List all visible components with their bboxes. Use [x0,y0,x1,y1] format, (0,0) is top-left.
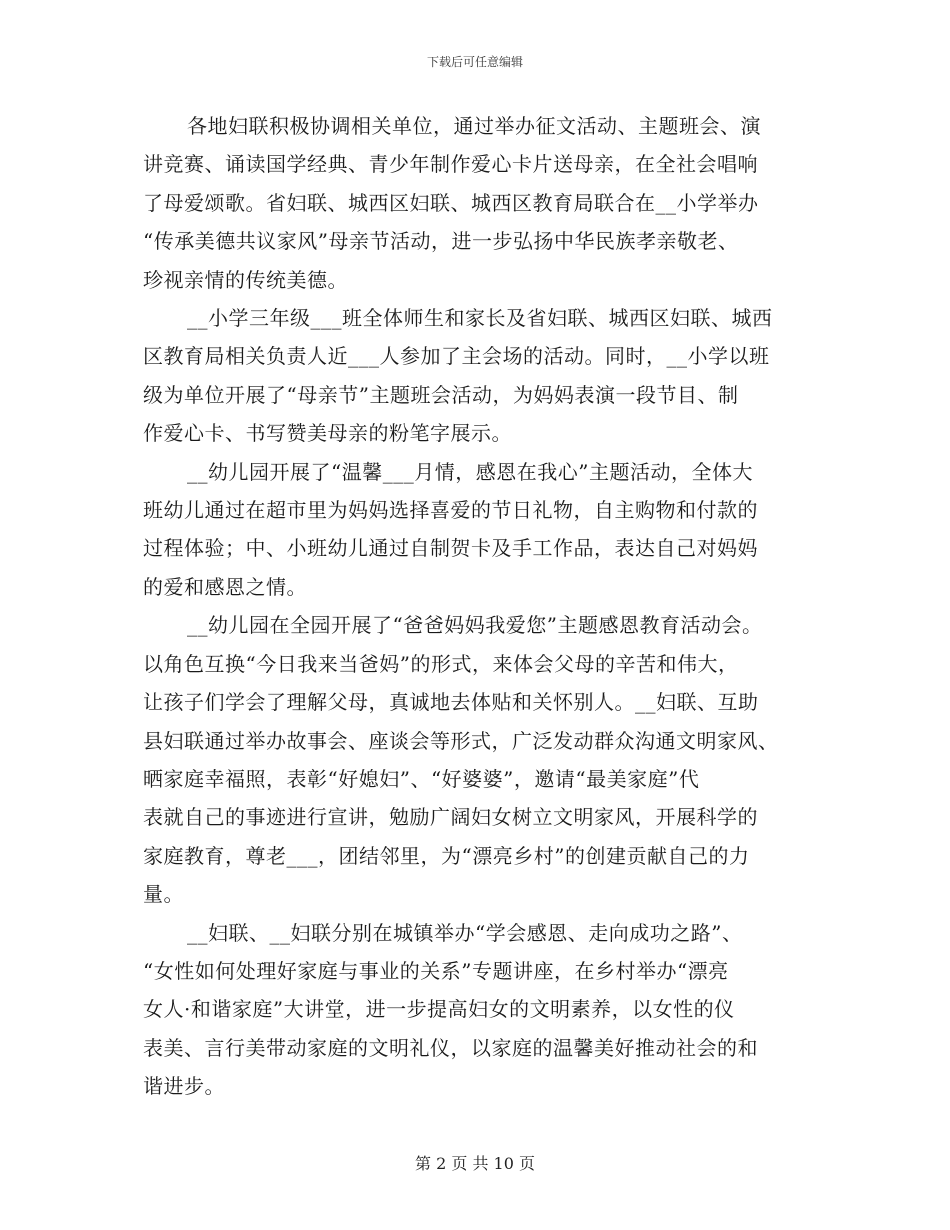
paragraph [143,453,811,607]
paragraph [143,914,811,1106]
text-line: 以角色互换“今日我来当爸妈”的形式，来体会父母的辛苦和伟大， [143,651,739,676]
text-line: 谐进步。 [143,1074,225,1099]
text-line: 作爱心卡、书写赞美母亲的粉笔字展示。 [143,421,512,446]
text-line: __幼儿园开展了“温馨___月情，感恩在我心”主题活动，全体大 [187,459,753,484]
text-line: 让孩子们学会了理解父母，真诚地去体贴和关怀别人。__妇联、互助 [143,690,759,715]
page-header: 下载后可任意编辑 [426,55,523,69]
text-line: __妇联、__妇联分别在城镇举办“学会感恩、走向成功之路”、 [187,920,743,945]
document-body [143,107,811,1106]
text-line: 了母爱颂歌。省妇联、城西区妇联、城西区教育局联合在__小学举办 [143,190,759,215]
page-number: 第 2 页 共 10 页 [415,1154,535,1173]
text-line: 家庭教育，尊老___，团结邻里，为“漂亮乡村”的创建贡献自己的力 [143,843,750,868]
text-line: __小学三年级___班全体师生和家长及省妇联、城西区妇联、城西 [187,306,773,331]
text-line: 过程体验；中、小班幼儿通过自制贺卡及手工作品，表达自己对妈妈 [143,536,758,561]
text-line: 讲竞赛、诵读国学经典、青少年制作爱心卡片送母亲，在全社会唱响 [143,152,758,177]
paragraph [143,606,811,913]
text-line: 表美、言行美带动家庭的文明礼仪，以家庭的温馨美好推动社会的和 [143,1035,758,1060]
text-line: 级为单位开展了“母亲节”主题班会活动，为妈妈表演一段节目、制 [143,382,739,407]
text-line: 晒家庭幸福照，表彰“好媳妇”、“好婆婆”，邀请“最美家庭”代 [143,766,700,791]
text-line: “女性如何处理好家庭与事业的关系”专题讲座，在乡村举办“漂亮 [143,958,729,983]
paragraph [143,107,811,299]
text-line: __幼儿园在全园开展了“爸爸妈妈我爱您”主题感恩教育活动会。 [187,613,763,638]
text-line: 量。 [143,882,184,907]
text-line: 班幼儿通过在超市里为妈妈选择喜爱的节日礼物，自主购物和付款的 [143,498,758,523]
text-line: 各地妇联积极协调相关单位，通过举办征文活动、主题班会、演 [187,114,761,138]
paragraph [143,299,811,453]
text-line: 区教育局相关负责人近___人参加了主会场的活动。同时，__小学以班 [143,344,770,369]
text-line: 珍视亲情的传统美德。 [143,267,348,292]
text-line: 的爱和感恩之情。 [143,574,307,599]
text-line: “传承美德共议家风”母亲节活动，进一步弘扬中华民族孝亲敬老、 [143,229,739,254]
text-line: 女人·和谐家庭”大讲堂，进一步提高妇女的文明素养，以女性的仪 [143,997,735,1022]
text-line: 表就自己的事迹进行宣讲，勉励广阔妇女树立文明家风，开展科学的 [143,805,758,830]
text-line: 县妇联通过举办故事会、座谈会等形式，广泛发动群众沟通文明家风、 [143,728,779,753]
